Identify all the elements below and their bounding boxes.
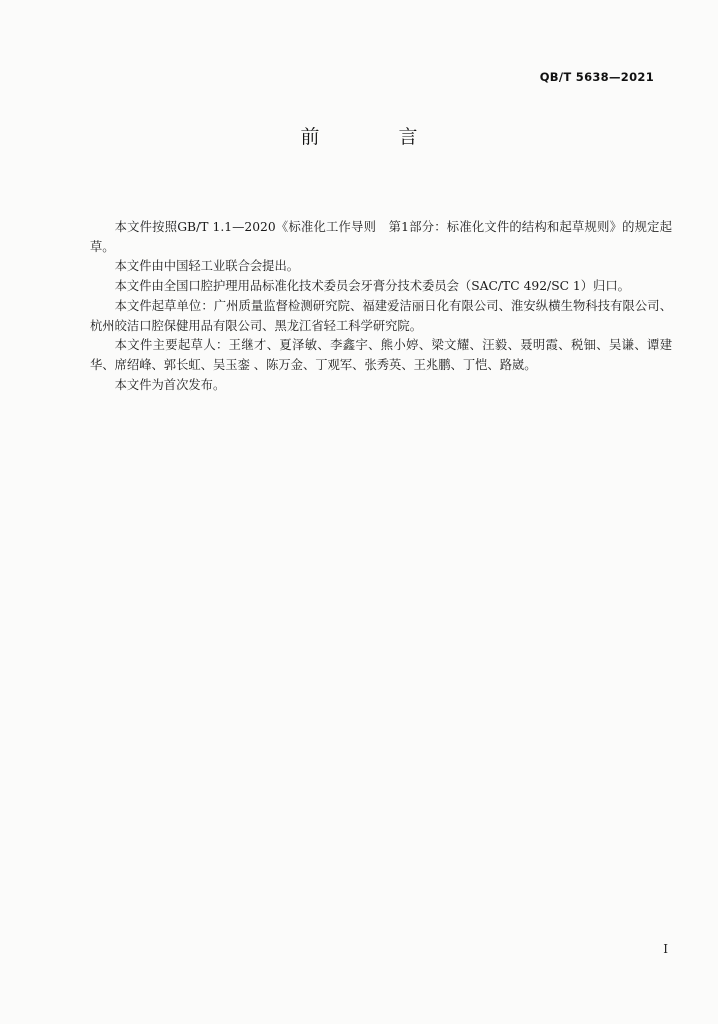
standard-code: QB/T 5638—2021 <box>539 70 654 84</box>
page-title: 前 言 <box>300 126 448 148</box>
paragraph-first-release: 本文件为首次发布。 <box>114 377 226 392</box>
paragraph-committee: 本文件由全国口腔护理用品标准化技术委员会牙膏分技术委员会（SAC/TC 492/SC 1）归口。 <box>114 279 630 294</box>
paragraph-drafting-rule: 本文件按照GB/T 1.1—2020《标准化工作导则 第1部分：标准化文件的结构和起草规则》的规定起草。 <box>90 220 672 254</box>
paragraph-drafters: 本文件主要起草人：王继才、夏泽敏、李鑫宇、熊小婷、梁文耀、汪毅、聂明霞、税钿、吴谦、谭建华、席绍峰、郭长虹、吴玉銮 、陈万金、丁观军、张秀英、王兆鹏、丁恺、路崴。 <box>90 338 672 372</box>
page-number: I <box>663 942 668 956</box>
paragraph-drafting-units: 本文件起草单位：广州质量监督检测研究院、福建爱洁丽日化有限公司、淮安纵横生物科技有限公司、杭州皎洁口腔保健用品有限公司、黑龙江省轻工科学研究院。 <box>90 298 672 333</box>
paragraph-proposer: 本文件由中国轻工业联合会提出。 <box>114 259 300 274</box>
foreword-body <box>90 218 672 395</box>
